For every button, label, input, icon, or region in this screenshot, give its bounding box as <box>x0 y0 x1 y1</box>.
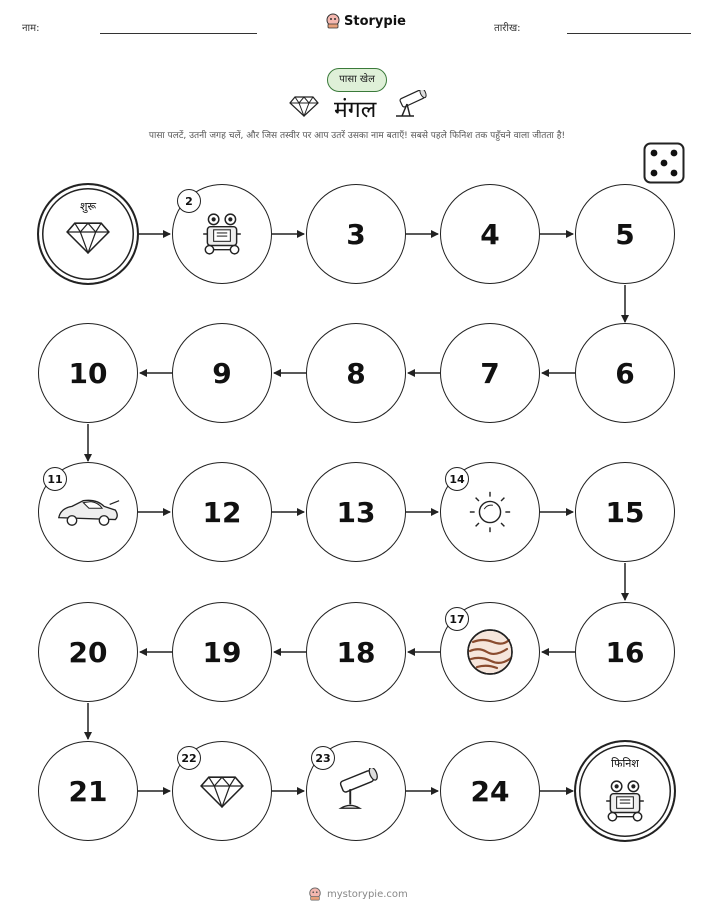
board-space-18 <box>306 602 406 702</box>
board-space-8 <box>306 323 406 423</box>
space-number: 18 <box>336 635 376 669</box>
start-space <box>37 183 139 285</box>
board-space-21 <box>38 741 138 841</box>
board-space-4 <box>440 184 540 284</box>
name-label: नाम: <box>22 23 40 34</box>
space-number: 19 <box>202 635 242 669</box>
space-number: 13 <box>336 495 376 529</box>
board-space-6 <box>575 323 675 423</box>
space-number-badge: 14 <box>445 467 469 491</box>
board-space-11 <box>38 462 138 562</box>
space-number: 6 <box>615 356 635 390</box>
space-number-badge: 23 <box>311 746 335 770</box>
space-number: 20 <box>68 635 108 669</box>
board-space-22 <box>172 741 272 841</box>
board-space-10 <box>38 323 138 423</box>
space-number: 16 <box>605 635 645 669</box>
start-label: शुरू <box>79 200 97 213</box>
space-number: 5 <box>615 217 635 251</box>
board-space-24 <box>440 741 540 841</box>
space-number: 4 <box>480 217 500 251</box>
board-space-7 <box>440 323 540 423</box>
board-space-17 <box>440 602 540 702</box>
board-space-5 <box>575 184 675 284</box>
board-space-15 <box>575 462 675 562</box>
board-space-23 <box>306 741 406 841</box>
brand-name: Storypie <box>344 13 406 29</box>
space-number-badge: 17 <box>445 607 469 631</box>
finish-space <box>574 740 676 842</box>
space-number: 10 <box>68 356 108 390</box>
board-space-3 <box>306 184 406 284</box>
board-space-13 <box>306 462 406 562</box>
space-number: 21 <box>68 774 108 808</box>
space-number-badge: 2 <box>177 189 201 213</box>
space-number: 8 <box>346 356 366 390</box>
board-space-12 <box>172 462 272 562</box>
game-type-pill: पासा खेल <box>327 68 387 92</box>
space-number: 12 <box>202 495 242 529</box>
space-number: 7 <box>480 356 500 390</box>
finish-label: फिनिश <box>611 757 639 770</box>
storypie-mascot-icon <box>308 887 322 901</box>
board-space-14 <box>440 462 540 562</box>
date-label: तारीख: <box>494 23 521 34</box>
board-space-16 <box>575 602 675 702</box>
board-space-20 <box>38 602 138 702</box>
space-number: 24 <box>470 774 510 808</box>
board-space-9 <box>172 323 272 423</box>
footer-site: mystorypie.com <box>327 888 408 900</box>
space-number-badge: 22 <box>177 746 201 770</box>
space-number: 15 <box>605 495 645 529</box>
space-number-badge: 11 <box>43 467 67 491</box>
board-space-19 <box>172 602 272 702</box>
page-title: मंगल <box>334 97 377 123</box>
space-number: 9 <box>212 356 232 390</box>
space-number: 3 <box>346 217 366 251</box>
diamond-icon <box>39 221 137 254</box>
footer <box>308 887 408 901</box>
board-space-2 <box>172 184 272 284</box>
rover-robot-icon <box>576 778 674 824</box>
instructions: पासा पलटें, उतनी जगह चलें, और जिस तस्वीर पर आप उतरें उसका नाम बताएँ! सबसे पहले फिनिश तक पहुँचने वाला जीतता है! <box>148 131 566 141</box>
